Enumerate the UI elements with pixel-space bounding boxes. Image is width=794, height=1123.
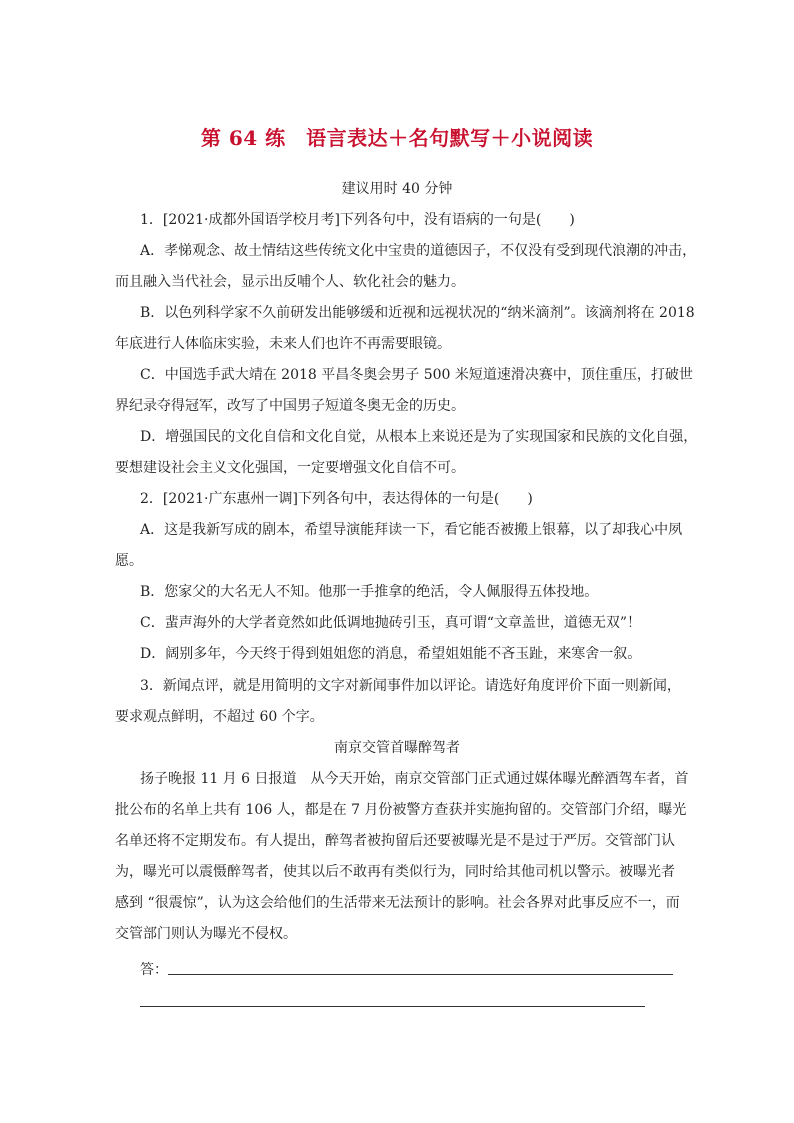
news-body-line: 批公布的名单上共有 106 人，都是在 7 月份被警方查获并实施拘留的。交管部门介绍，曝光 [115, 802, 687, 818]
q2-option-b: B．您家父的大名无人不知。他那一手推拿的绝活，令人佩服得五体投地。 [140, 584, 599, 600]
q2-option-a-line1: A．这是我新写成的剧本，希望导演能拜读一下，看它能否被搬上银幕，以了却我心中夙 [140, 522, 683, 538]
news-body-line: 感到 “很震惊”，认为这会给他们的生活带来无法预计的影响。社会各界对此事反应不一，而 [115, 895, 680, 911]
news-body-line: 扬子晚报 11 月 6 日报道 从今天开始，南京交管部门正式通过媒体曝光醉酒驾车者，首 [140, 771, 689, 787]
suggested-time: 建议用时 40 分钟 [341, 181, 453, 197]
answer-label: 答： [140, 962, 168, 978]
q1-option-b-line2: 年底进行人体临床实验，未来人们也许不再需要眼镜。 [115, 336, 451, 352]
q2-stem: 2．[2021·广东惠州一调]下列各句中，表达得体的一句是( ) [140, 491, 533, 507]
q1-option-d-line1: D．增强国民的文化自信和文化自觉，从根本上来说还是为了实现国家和民族的文化自强， [140, 429, 698, 445]
news-title: 南京交管首曝醉驾者 [334, 740, 460, 756]
news-body-line: 名单还将不定期发布。有人提出，醉驾者被拘留后还要被曝光是不是过于严厉。交管部门认 [115, 833, 675, 849]
q1-option-c-line1: C．中国选手武大靖在 2018 平昌冬奥会男子 500 米短道速滑决赛中，顶住重压，打破世 [140, 367, 693, 383]
q1-option-d-line2: 要想建设社会主义文化强国，一定要增强文化自信不可。 [115, 460, 465, 476]
q3-stem-line1: 3．新闻点评，就是用简明的文字对新闻事件加以评论。请选好角度评价下面一则新闻， [140, 678, 681, 694]
q1-option-b-line1: B．以色列科学家不久前研发出能够缓和近视和远视状况的“纳米滴剂”。该滴剂将在 2018 [140, 305, 695, 321]
answer-line[interactable] [168, 974, 673, 975]
answer-line[interactable] [140, 1006, 645, 1007]
q1-option-a-line2: 而且融入当代社会，显示出反哺个人、软化社会的魅力。 [115, 274, 465, 290]
q2-option-c: C．蜚声海外的大学者竟然如此低调地抛砖引玉，真可谓“文章盖世，道德无双”！ [140, 615, 642, 631]
q1-option-a-line1: A．孝悌观念、故土情结这些传统文化中宝贵的道德因子，不仅没有受到现代浪潮的冲击， [140, 243, 697, 259]
q1-stem: 1．[2021·成都外国语学校月考]下列各句中，没有语病的一句是( ) [140, 212, 575, 228]
q3-stem-line2: 要求观点鲜明，不超过 60 个字。 [115, 709, 324, 725]
page-title: 第 64 练 语言表达＋名句默写＋小说阅读 [200, 126, 594, 150]
news-body-line: 为，曝光可以震慑醉驾者，使其以后不敢再有类似行为，同时给其他司机以警示。被曝光者 [115, 864, 675, 880]
q2-option-a-line2: 愿。 [115, 553, 143, 569]
q1-option-c-line2: 界纪录夺得冠军，改写了中国男子短道冬奥无金的历史。 [115, 398, 465, 414]
q2-option-d: D．阔别多年，今天终于得到姐姐您的消息，希望姐姐能不吝玉趾，来寒舍一叙。 [140, 646, 642, 662]
news-body-line: 交管部门则认为曝光不侵权。 [115, 926, 297, 942]
